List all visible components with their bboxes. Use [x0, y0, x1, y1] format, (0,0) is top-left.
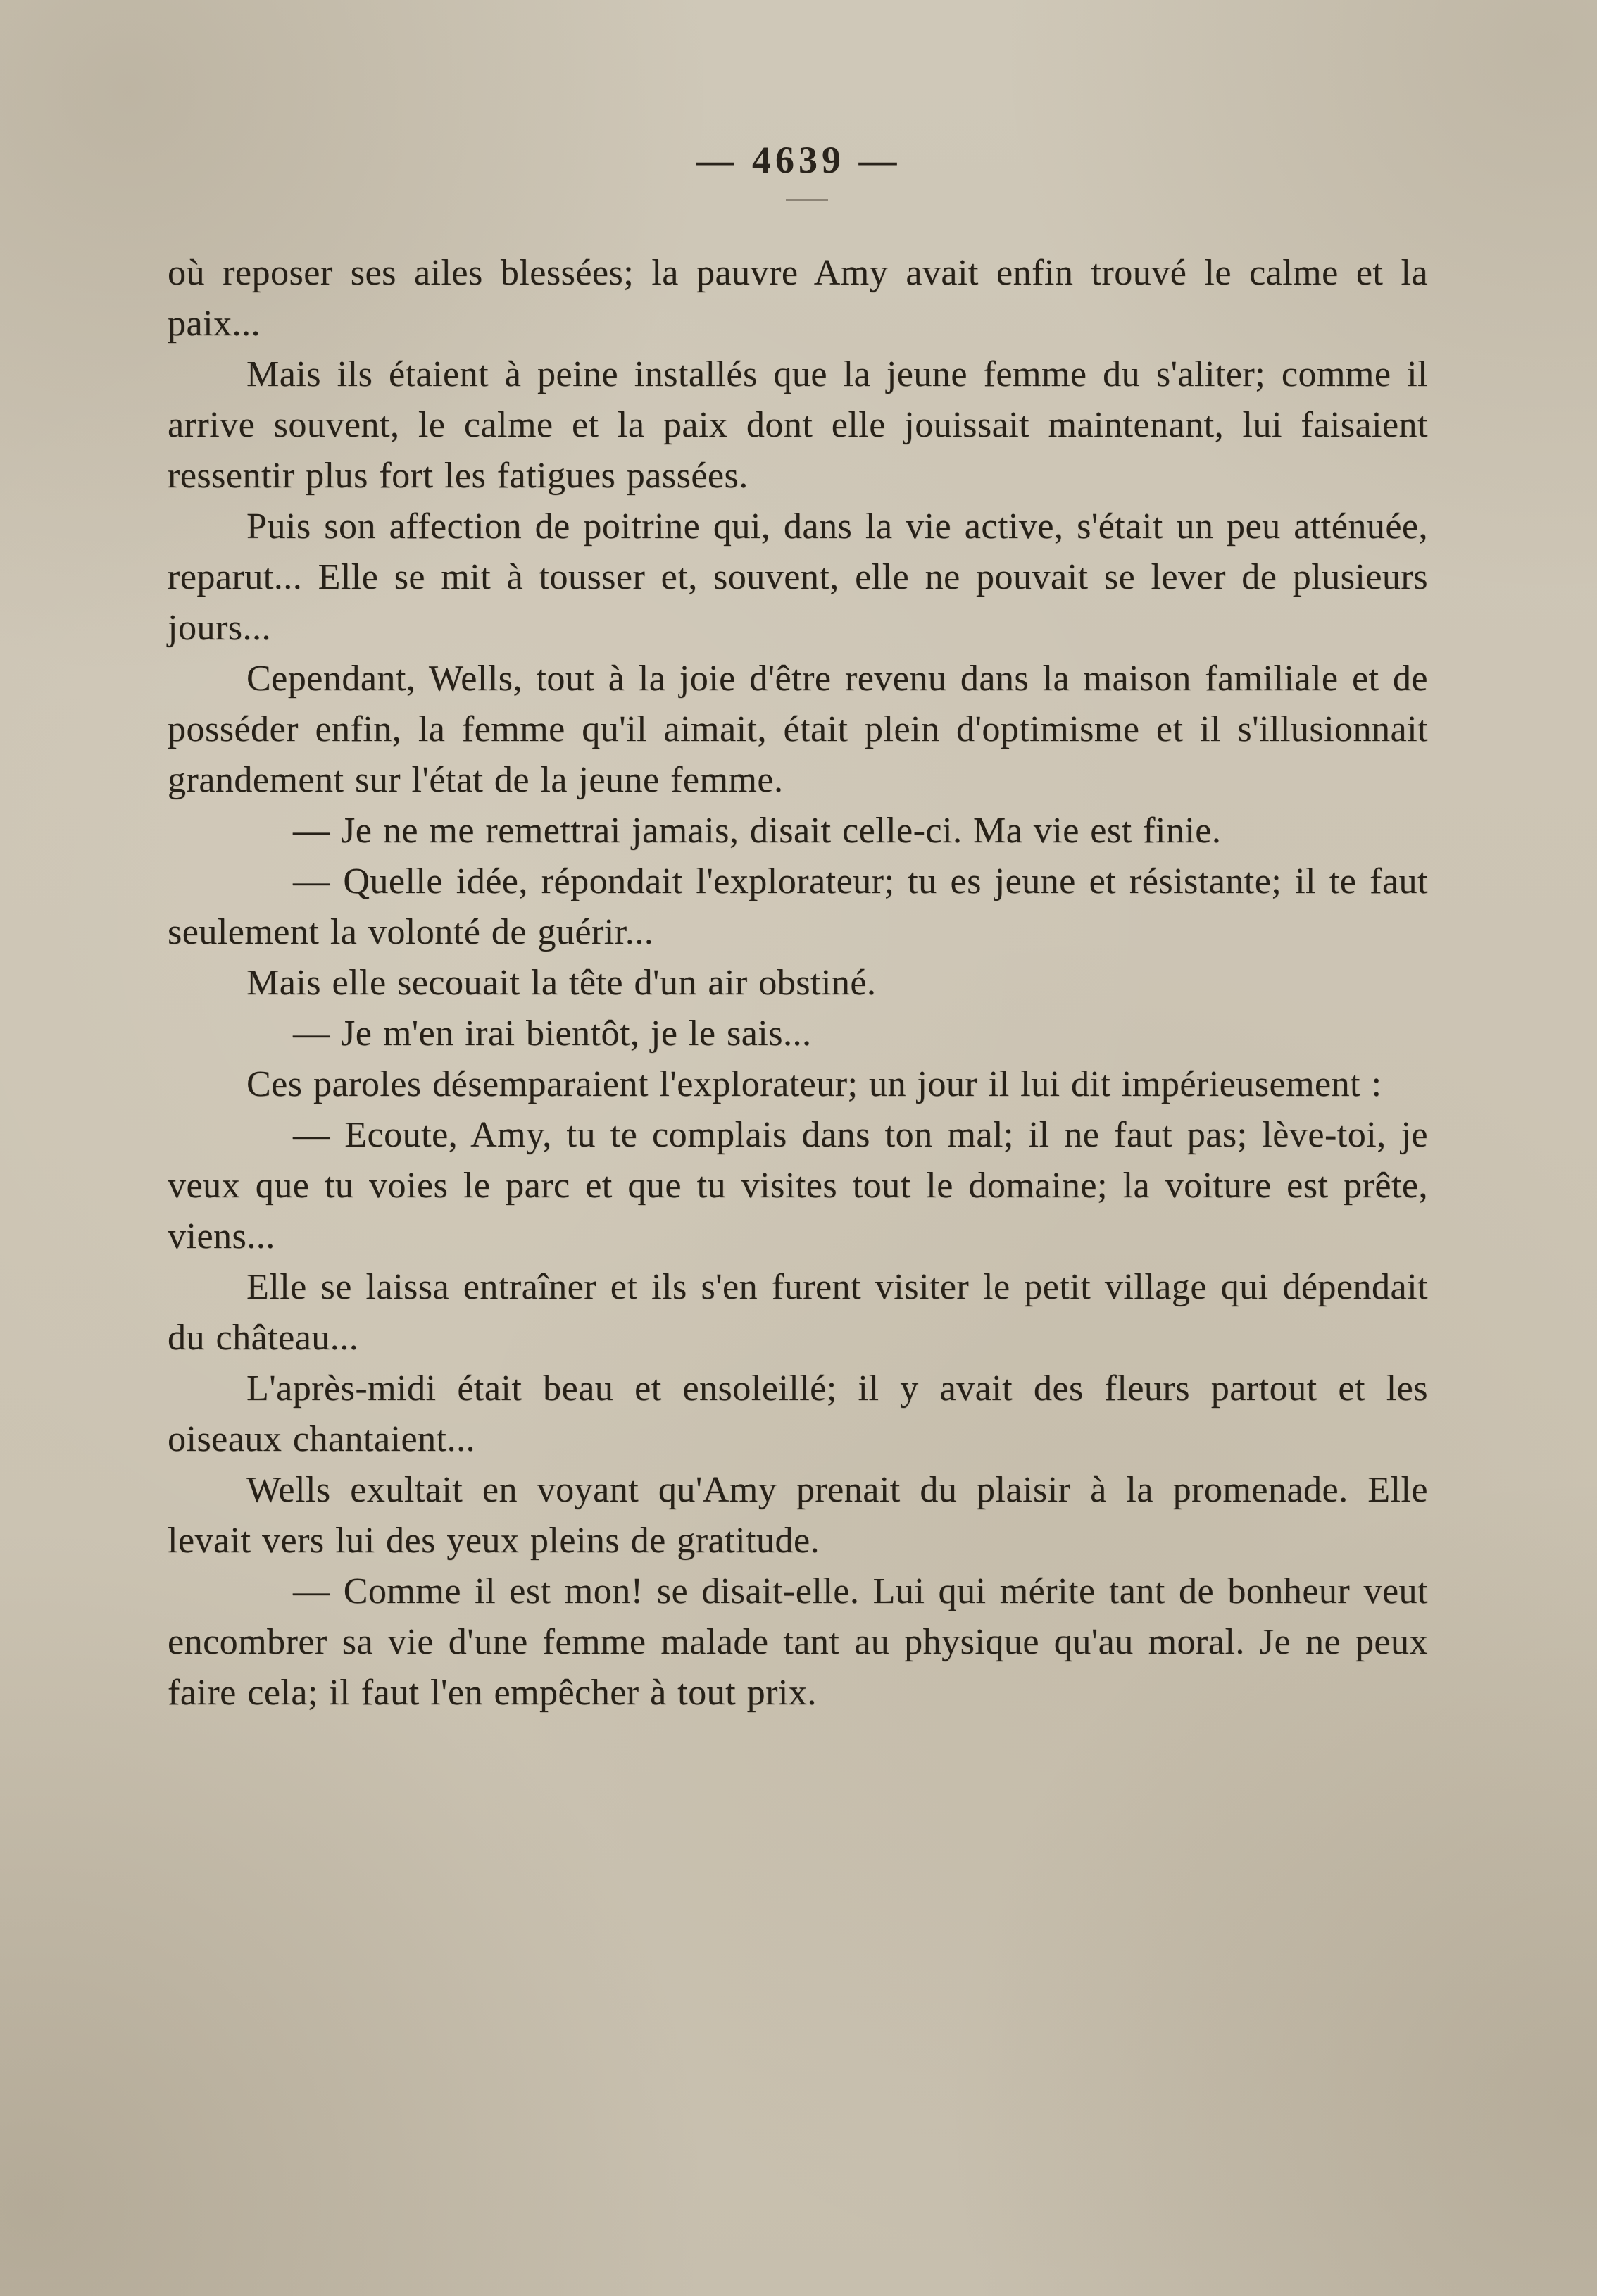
paragraph-1: où reposer ses ailes blessées; la pauvre Amy avait enfin trouvé le calme et la paix...	[168, 253, 1428, 344]
paragraph-13: Wells exultait en voyant qu'Amy prenait du plaisir à la promenade. Elle levait vers lui des yeux pleins de gratitude.	[168, 1470, 1428, 1561]
paragraph-2: Mais ils étaient à peine installés que la jeune femme du s'aliter; comme il arrive souvent, le calme et la paix dont elle jouissait maintenant, lui faisaient ressentir plus fort les fatigues passées.	[168, 354, 1428, 496]
paragraph-7: Mais elle secouait la tête d'un air obstiné.	[246, 963, 877, 1003]
paragraph-9: Ces paroles désemparaient l'explorateur; un jour il lui dit impérieusement :	[246, 1064, 1382, 1104]
paragraph-4: Cependant, Wells, tout à la joie d'être revenu dans la maison familiale et de posséder enfin, la femme qu'il aimait, était plein d'optimisme et il s'illusionnait grandement sur l'état de la jeune femme.	[168, 659, 1428, 800]
paragraph-11: Elle se laissa entraîner et ils s'en furent visiter le petit village qui dépendait du château...	[168, 1267, 1428, 1358]
paragraph-3: Puis son affection de poitrine qui, dans la vie active, s'était un peu atténuée, reparut... Elle se mit à tousser et, souvent, elle ne pouvait se lever de plusieurs jours...	[168, 506, 1428, 648]
paragraph-5-dialogue: — Je ne me remettrai jamais, disait celle-ci. Ma vie est finie.	[293, 811, 1222, 851]
paragraph-10-dialogue: — Ecoute, Amy, tu te complais dans ton mal; il ne faut pas; lève-toi, je veux que tu voies le parc et que tu visites tout le domaine; la voiture est prête, viens...	[168, 1115, 1428, 1256]
page-number: — 4639 —	[696, 139, 901, 181]
paragraph-8-dialogue: — Je m'en irai bientôt, je le sais...	[293, 1013, 812, 1054]
paragraph-12: L'après-midi était beau et ensoleillé; il y avait des fleurs partout et les oiseaux chantaient...	[168, 1368, 1428, 1459]
page-number-underline-artifact	[786, 199, 828, 201]
text-block	[168, 248, 1428, 1718]
paragraph-6-dialogue: — Quelle idée, répondait l'explorateur; tu es jeune et résistante; il te faut seulement la volonté de guérir...	[168, 861, 1428, 952]
paragraph-14-dialogue: — Comme il est mon! se disait-elle. Lui qui mérite tant de bonheur veut encombrer sa vie d'une femme malade tant au physique qu'au moral. Je ne peux faire cela; il faut l'en empêcher à tout prix.	[168, 1571, 1428, 1713]
